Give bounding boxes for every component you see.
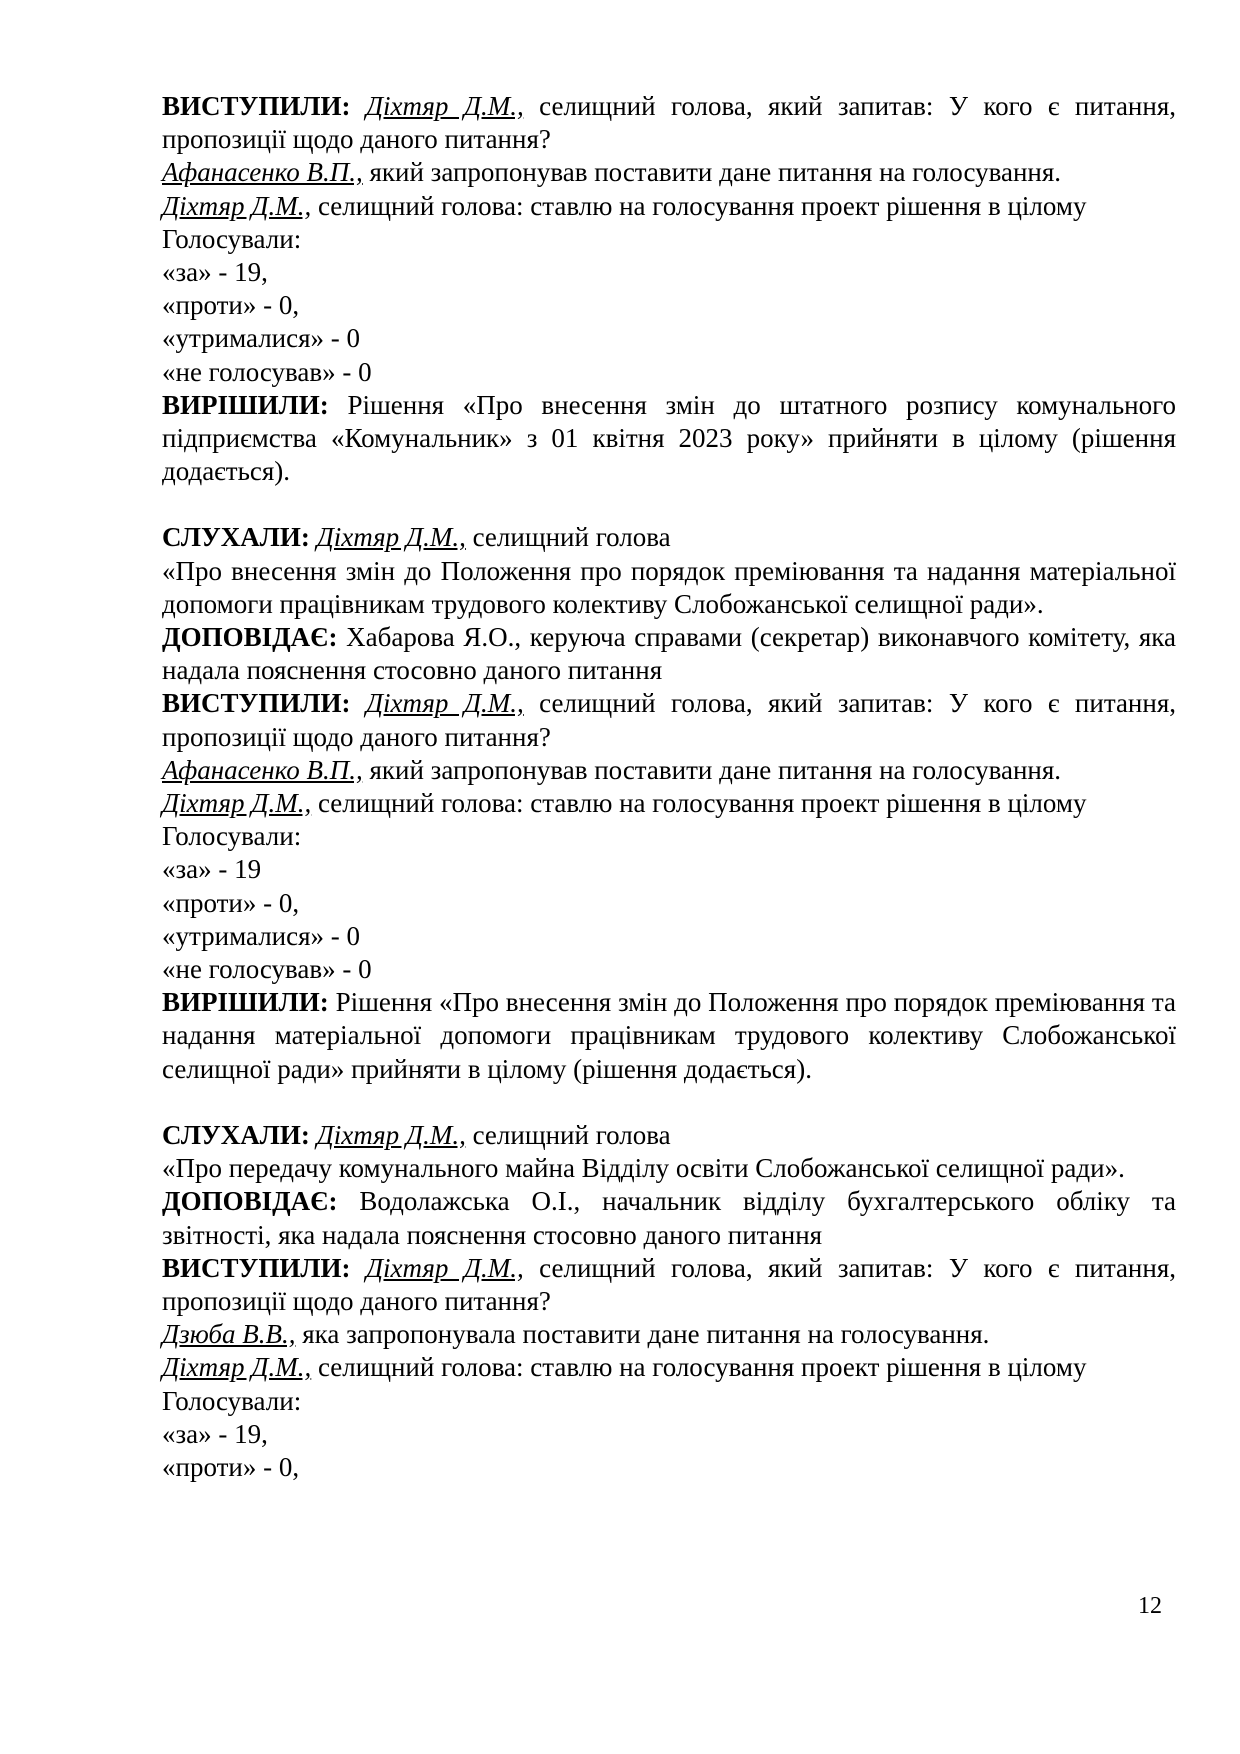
paragraph bbox=[162, 555, 1176, 621]
document-body bbox=[162, 90, 1176, 1484]
minutes-entry bbox=[162, 90, 1176, 156]
entry-text: «не голосував» - 0 bbox=[162, 356, 372, 387]
minutes-entry bbox=[162, 687, 1176, 753]
section-label: ВИСТУПИЛИ: bbox=[162, 1252, 351, 1283]
entry-text: «за» - 19, bbox=[162, 257, 268, 288]
minutes-entry bbox=[162, 621, 1176, 687]
speaker-name: Афанасенко В.П., bbox=[162, 754, 363, 785]
entry-text: «Про внесення змін до Положення про порядок преміювання та надання матеріальної допомоги працівникам трудового колективу Слобожанської селищної ради». bbox=[162, 555, 1176, 619]
paragraph bbox=[162, 1385, 1176, 1418]
paragraph bbox=[162, 887, 1176, 920]
entry-text: Голосували: bbox=[162, 821, 302, 852]
speaker-name: Дзюба В.В., bbox=[162, 1319, 296, 1350]
paragraph bbox=[162, 256, 1176, 289]
minutes-entry bbox=[162, 1351, 1176, 1384]
section-label: ВИСТУПИЛИ: bbox=[162, 91, 351, 121]
minutes-entry bbox=[162, 389, 1176, 489]
speaker-name: Діхтяр Д.М., bbox=[316, 522, 466, 553]
page-number: 12 bbox=[1138, 1593, 1162, 1619]
paragraph bbox=[162, 322, 1176, 355]
entry-text: «не голосував» - 0 bbox=[162, 954, 372, 985]
entry-text: Рішення «Про внесення змін до штатного розпису комунального підприємства «Комунальник» з 01 квітня 2023 року» прийняти в цілому (рішення додається). bbox=[162, 389, 1176, 487]
speaker-name: Діхтяр Д.М., bbox=[365, 688, 524, 719]
entry-text: селищний голова: ставлю на голосування проект рішення в цілому bbox=[311, 190, 1087, 221]
minutes-entry bbox=[162, 521, 1176, 554]
paragraph bbox=[162, 953, 1176, 986]
entry-text: селищний голова bbox=[465, 1119, 671, 1150]
entry-text: Рішення «Про внесення змін до Положення про порядок преміювання та надання матеріальної допомоги працівникам трудового колективу Слобожанської селищної ради» прийняти в цілому (рішення додається). bbox=[162, 987, 1176, 1084]
paragraph bbox=[162, 853, 1176, 886]
entry-text: «утрималися» - 0 bbox=[162, 323, 361, 354]
minutes-entry bbox=[162, 787, 1176, 820]
speaker-name: Діхтяр Д.М., bbox=[162, 788, 312, 819]
entry-text: «проти» - 0, bbox=[162, 887, 300, 918]
section-label: СЛУХАЛИ: bbox=[162, 522, 310, 553]
paragraph bbox=[162, 356, 1176, 389]
entry-text: Водолажська О.І., начальник відділу бухгалтерського обліку та звітності, яка надала пояснення стосовно даного питання bbox=[162, 1186, 1176, 1250]
entry-text: «за» - 19, bbox=[162, 1418, 268, 1449]
entry-text: «за» - 19 bbox=[162, 854, 262, 885]
entry-text: яка запропонувала поставити дане питання на голосування. bbox=[295, 1319, 990, 1350]
entry-text: селищний голова, який запитав: У кого є питання, пропозиції щодо даного питання? bbox=[162, 1252, 1177, 1316]
speaker-name: Афанасенко В.П., bbox=[162, 157, 363, 188]
section-label: СЛУХАЛИ: bbox=[162, 1119, 310, 1150]
entry-text: селищний голова, який запитав: У кого є питання, пропозиції щодо даного питання? bbox=[162, 91, 1177, 155]
paragraph bbox=[162, 820, 1176, 853]
entry-text: Голосували: bbox=[162, 1385, 302, 1416]
entry-text: «Про передачу комунального майна Відділу освіти Слобожанської селищної ради». bbox=[162, 1153, 1125, 1184]
paragraph bbox=[162, 1451, 1176, 1484]
section-label: ВИРІШИЛИ: bbox=[162, 987, 329, 1018]
entry-text: який запропонував поставити дане питання на голосування. bbox=[362, 754, 1062, 785]
entry-text: «проти» - 0, bbox=[162, 1451, 300, 1482]
section-gap bbox=[162, 488, 1176, 521]
entry-text: Хабарова Я.О., керуюча справами (секретар) виконавчого комітету, яка надала пояснення стосовно даного питання bbox=[162, 622, 1176, 686]
minutes-entry bbox=[162, 190, 1176, 223]
minutes-entry bbox=[162, 156, 1176, 189]
paragraph bbox=[162, 223, 1176, 256]
entry-text: селищний голова: ставлю на голосування проект рішення в цілому bbox=[311, 1352, 1087, 1383]
speaker-name: Діхтяр Д.М., bbox=[162, 1352, 312, 1383]
paragraph bbox=[162, 1418, 1176, 1451]
minutes-entry bbox=[162, 1119, 1176, 1152]
section-label: ДОПОВІДАЄ: bbox=[162, 622, 338, 653]
entry-text: «утрималися» - 0 bbox=[162, 920, 361, 951]
section-label: ВИРІШИЛИ: bbox=[162, 389, 329, 420]
minutes-entry bbox=[162, 986, 1176, 1086]
entry-text: який запропонував поставити дане питання на голосування. bbox=[362, 157, 1062, 188]
section-label: ВИСТУПИЛИ: bbox=[162, 688, 351, 719]
speaker-name: Діхтяр Д.М., bbox=[316, 1119, 466, 1150]
speaker-name: Діхтяр Д.М., bbox=[365, 91, 524, 121]
entry-text: селищний голова, який запитав: У кого є питання, пропозиції щодо даного питання? bbox=[162, 688, 1177, 752]
paragraph bbox=[162, 1152, 1176, 1185]
paragraph bbox=[162, 289, 1176, 322]
minutes-entry bbox=[162, 1252, 1176, 1318]
minutes-entry bbox=[162, 754, 1176, 787]
minutes-entry bbox=[162, 1185, 1176, 1251]
speaker-name: Діхтяр Д.М., bbox=[162, 190, 312, 221]
speaker-name: Діхтяр Д.М., bbox=[365, 1252, 524, 1283]
entry-text: Голосували: bbox=[162, 223, 302, 254]
entry-text: «проти» - 0, bbox=[162, 290, 300, 321]
section-label: ДОПОВІДАЄ: bbox=[162, 1186, 338, 1217]
minutes-entry bbox=[162, 1318, 1176, 1351]
section-gap bbox=[162, 1086, 1176, 1119]
entry-text: селищний голова bbox=[465, 522, 671, 553]
paragraph bbox=[162, 920, 1176, 953]
entry-text: селищний голова: ставлю на голосування проект рішення в цілому bbox=[311, 788, 1087, 819]
